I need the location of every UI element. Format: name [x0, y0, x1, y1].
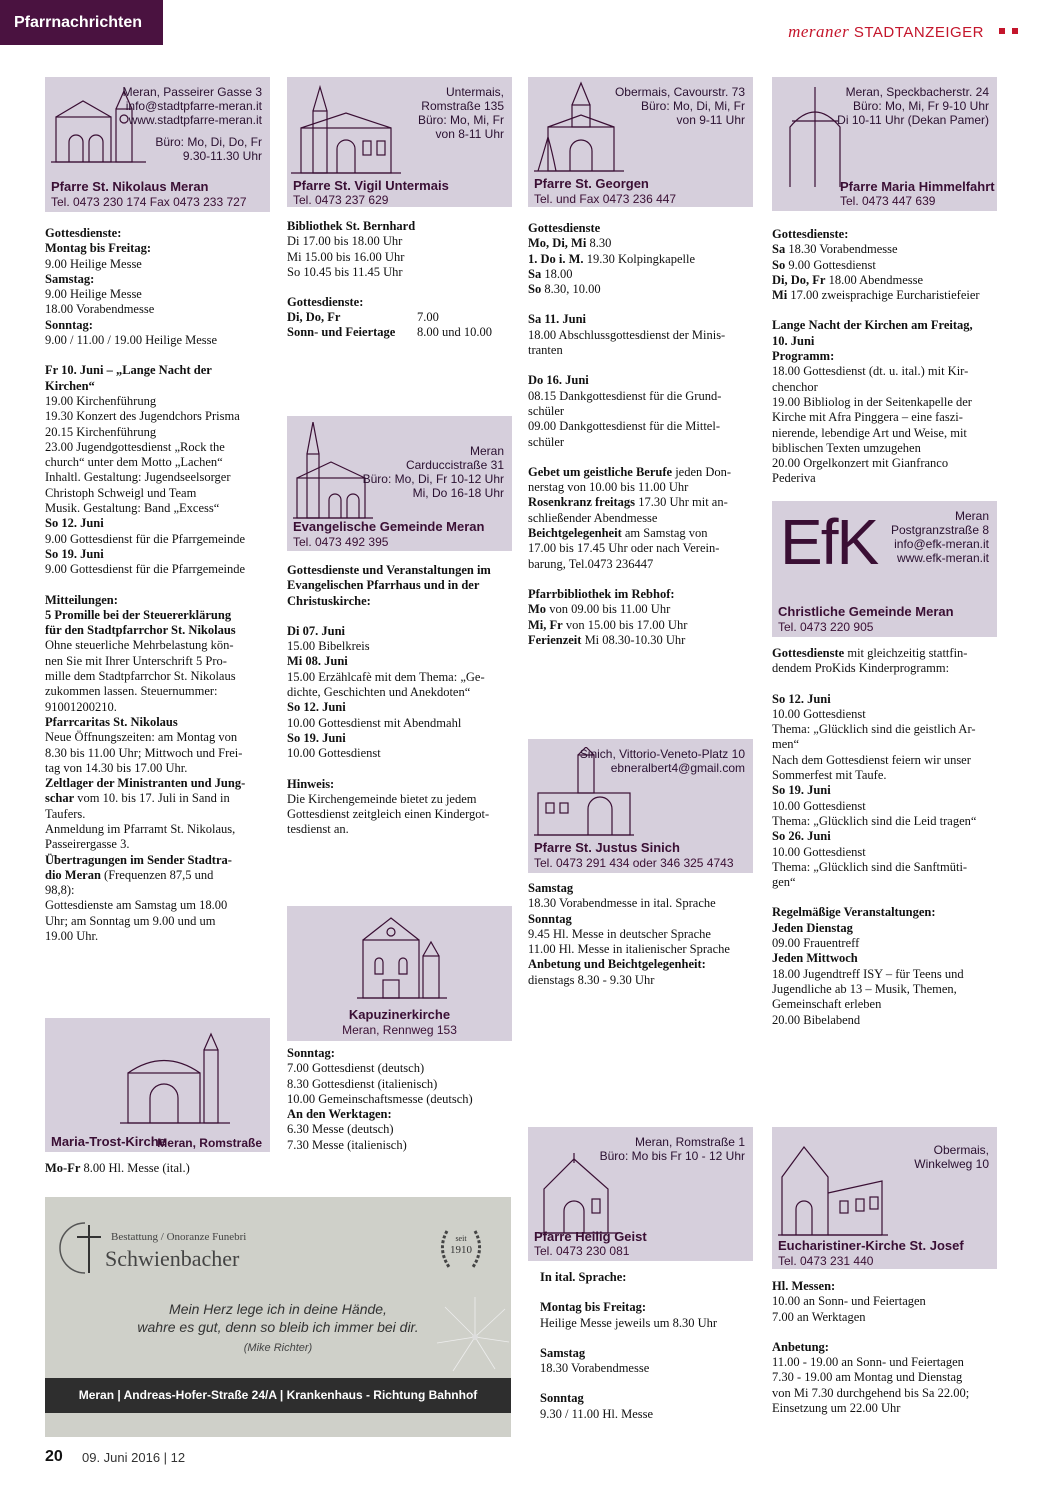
- text-line: 18.00 Jugendtreff ISY – für Teens und: [772, 966, 964, 981]
- text-line: mille dem Stadtpfarrchor St. Nikolaus: [45, 669, 236, 684]
- text-line: Jeden Dienstag: [772, 920, 853, 935]
- text-line: Hl. Messen:: [772, 1279, 836, 1293]
- dandelion-icon: [425, 1287, 511, 1377]
- text-line: Anmeldung im Pfarramt St. Nikolaus,: [45, 821, 236, 836]
- text-line: Passeirergasse 3.: [45, 837, 130, 852]
- text-line: Thema: „Glücklich sind die Sanftmüti-: [772, 859, 968, 874]
- spacer: [540, 1376, 753, 1391]
- text-line: 19.00 Kirchenführung: [45, 393, 157, 408]
- church-address: Meran, Romstraße: [157, 1136, 262, 1150]
- text-line: Uhr; am Sonntag um 9.00 und um: [45, 913, 216, 928]
- parish-tel: Tel. 0473 447 639: [840, 194, 936, 208]
- text-line: 10.00 Gemeinschaftsmesse (deutsch): [287, 1091, 473, 1106]
- ad-quote-2: wahre es gut, denn so bleib ich immer bei dir.: [137, 1319, 419, 1335]
- text-line: Kirchen“: [45, 378, 95, 393]
- text-line: So 12. Juni: [772, 691, 831, 706]
- text-line: Sommerfest mit Taufe.: [772, 768, 887, 783]
- text-line: 7.30 - 19.00 am Montag und Dienstag: [772, 1370, 963, 1385]
- text-line: 19.30 Konzert des Jugendchors Prisma: [45, 409, 240, 424]
- text-line: Mi, Fr von 15.00 bis 17.00 Uhr: [528, 617, 688, 632]
- church-name: Eucharistiner-Kirche St. Josef: [778, 1238, 964, 1253]
- church-georgen-icon: [534, 81, 624, 173]
- brand-meraner: meraner: [788, 22, 850, 41]
- spacer: [528, 297, 753, 312]
- spacer: [528, 358, 753, 373]
- text-line: So 19. Juni: [45, 546, 104, 561]
- text-line: 6.30 Messe (deutsch): [287, 1122, 394, 1137]
- text-line: 20.15 Kirchenführung: [45, 424, 157, 439]
- text-line: Sa 18.00: [528, 266, 573, 281]
- text-line: Mitteilungen:: [45, 592, 118, 607]
- brand-logo[interactable]: [788, 22, 984, 42]
- text-line: So 19. Juni: [772, 783, 831, 798]
- vigil-address: Untermais, Romstraße 135 Büro: Mo, Mi, Fr von 8-11 Uhr: [417, 85, 504, 141]
- nikolaus-text: [45, 226, 270, 944]
- text-line: Gottesdienste am Samstag um 18.00: [45, 898, 228, 913]
- church-josef-icon: [778, 1137, 888, 1237]
- text-line: So 8.30, 10.00: [528, 282, 601, 297]
- text-line: An den Werktagen:: [287, 1107, 392, 1122]
- text-line: für den Stadtpfarrchor St. Nikolaus: [45, 623, 236, 638]
- josef-box: [772, 1127, 997, 1269]
- text-line: 10.00 Gottesdienst: [287, 746, 381, 761]
- parish-tel: Tel. 0473 230 081: [534, 1244, 630, 1258]
- text-line: 9.00 Heilige Messe: [45, 287, 142, 302]
- text-line: 9.30 / 11.00 Hl. Messe: [540, 1406, 654, 1421]
- parish-name: Christliche Gemeinde Meran: [778, 604, 954, 619]
- justus-text: [528, 881, 753, 988]
- himmelfahrt-address: Meran, Speckbacherstr. 24 Büro: Mo, Mi, Fr 9-10 Uhr Di 10-11 Uhr (Dekan Pamer): [837, 85, 989, 127]
- spacer: [287, 280, 512, 295]
- text-line: 9.00 Heilige Messe: [45, 256, 142, 271]
- text-line: 10.00 Gottesdienst: [772, 844, 866, 859]
- text-line: 15.00 Erzählcafè mit dem Thema: „Ge-: [287, 669, 485, 684]
- text-line: Kirche mit Afra Pinggera – eine faszi-: [772, 410, 963, 425]
- spacer: [540, 1285, 753, 1300]
- text-line: 18.00 Vorabendmesse: [45, 302, 155, 317]
- text-line: barung, Tel.0473 236447: [528, 556, 654, 571]
- ad-author: (Mike Richter): [243, 1342, 313, 1354]
- himmelfahrt-box: [772, 77, 997, 211]
- parish-name: Pfarre St. Vigil Untermais: [293, 178, 449, 193]
- spacer: [772, 890, 997, 905]
- text-line: Hinweis:: [287, 776, 335, 791]
- page-number: 20: [45, 1448, 63, 1465]
- text-line: So 12. Juni: [45, 516, 104, 531]
- text-line: Samstag:: [45, 271, 95, 286]
- text-line: Pederiva: [772, 471, 816, 486]
- text-line: 9.45 Hl. Messe in deutscher Sprache: [528, 926, 711, 941]
- georgen-box: [528, 77, 753, 207]
- parish-name: Pfarre St. Nikolaus Meran: [51, 179, 209, 194]
- evangelisch-box: [287, 416, 512, 551]
- text-line: zukommen lassen. Steuernummer:: [45, 684, 218, 699]
- text-line: Bibliothek St. Bernhard: [287, 219, 416, 233]
- vigil-times: Di, Do, Fr 7.00 Sonn- und Feiertage 8.00 und 10.00: [287, 310, 492, 340]
- text-line: Pfarrcaritas St. Nikolaus: [45, 714, 178, 729]
- text-line: Sonntag: [540, 1391, 584, 1406]
- text-line: 1. Do i. M. 19.30 Kolpingkapelle: [528, 251, 696, 266]
- text-line: 18.00 Abschlussgottesdienst der Minis-: [528, 327, 726, 342]
- text-line: Heilige Messe jeweils um 8.30 Uhr: [540, 1315, 718, 1330]
- text-line: Jeden Mittwoch: [772, 951, 858, 966]
- text-line: Einsetzung um 22.00 Uhr: [772, 1401, 901, 1416]
- evangelisch-text: [287, 563, 512, 838]
- parish-name: Pfarre Maria Himmelfahrt: [840, 179, 995, 194]
- church-name: Maria-Trost-Kirche: [51, 1134, 166, 1149]
- text-line: 98,8):: [45, 883, 75, 898]
- text-line: 8.30 bis 11.00 Uhr; Mittwoch und Frei-: [45, 745, 243, 760]
- text-line: dio Meran (Frequenzen 87,5 und: [45, 867, 214, 882]
- vigil-text: [287, 219, 512, 310]
- geist-box: [528, 1127, 753, 1261]
- kapuziner-text: [287, 1046, 512, 1153]
- text-line: tag von 14.30 bis 17.00 Uhr.: [45, 760, 188, 775]
- text-line: Sonntag: [528, 911, 572, 926]
- text-line: Mi 08. Juni: [287, 654, 348, 669]
- text-line: Gemeinschaft erleben: [772, 997, 882, 1012]
- cross-icon: [59, 1219, 109, 1277]
- text-line: 5 Promille bei der Steuererklärung: [45, 607, 232, 622]
- text-line: Ohne steuerliche Mehrbelastung kön-: [45, 638, 234, 653]
- text-line: Di 17.00 bis 18.00 Uhr: [287, 234, 403, 249]
- text-line: Thema: „Glücklich sind die Leid tragen“: [772, 813, 977, 828]
- parish-name: Pfarre St. Justus Sinich: [534, 840, 680, 855]
- text-line: Gottesdienste: [528, 221, 601, 235]
- geist-text: [540, 1270, 753, 1422]
- text-line: Mo-Fr 8.00 Hl. Messe (ital.): [45, 1161, 190, 1175]
- church-tel: Tel. 0473 231 440: [778, 1254, 874, 1268]
- mariatrost-box: [45, 1018, 270, 1152]
- efk-text: [772, 646, 997, 1028]
- text-line: Gottesdienste:: [772, 227, 849, 241]
- text-line: 91001200210.: [45, 699, 117, 714]
- text-line: 8.30 Gottesdienst (italienisch): [287, 1076, 438, 1091]
- text-line: So 12. Juni: [287, 700, 346, 715]
- spacer: [772, 303, 997, 318]
- parish-name: Pfarre St. Georgen: [534, 176, 649, 191]
- spacer: [528, 450, 753, 465]
- parish-tel: Tel. 0473 291 434 oder 346 325 4743: [534, 856, 734, 870]
- text-line: Fr 10. Juni – „Lange Nacht der: [45, 363, 212, 378]
- text-line: Christoph Schweigl und Team: [45, 485, 197, 500]
- vigil-box: [287, 77, 512, 207]
- church-kapuziner-icon: [357, 912, 447, 1002]
- text-line: dienstags 8.30 - 9.30 Uhr: [528, 972, 655, 987]
- text-line: 7.00 an Werktagen: [772, 1309, 866, 1324]
- text-line: Zeltlager der Ministranten und Jung-: [45, 776, 246, 791]
- text-line: Mo, Di, Mi 8.30: [528, 236, 612, 251]
- text-line: 18.30 Vorabendmesse in ital. Sprache: [528, 896, 716, 911]
- church-address: Meran, Rennweg 153: [342, 1023, 457, 1037]
- text-line: 23.00 Jugendgottesdienst „Rock the: [45, 439, 225, 454]
- spacer: [528, 572, 753, 587]
- text-line: biblischen Texten umzugehen: [772, 440, 921, 455]
- text-line: nen Sie mit Ihrer Unterschrift 5 Pro-: [45, 653, 227, 668]
- text-line: nierende, lebendige Art und Weise, mit: [772, 425, 967, 440]
- church-name: Kapuzinerkirche: [348, 1007, 451, 1022]
- text-line: Do 16. Juni: [528, 373, 589, 388]
- text-line: Christuskirche:: [287, 593, 371, 608]
- parish-tel: Tel. 0473 230 174 Fax 0473 233 727: [51, 195, 247, 209]
- text-line: Programm:: [772, 349, 835, 364]
- text-line: church“ unter dem Motto „Lachen“: [45, 455, 223, 470]
- text-line: 9.00 Gottesdienst für die Pfarrgemeinde: [45, 531, 246, 546]
- text-line: Gebet um geistliche Berufe jeden Don-: [528, 464, 732, 479]
- text-line: Gottesdienst zeitgleich einen Kindergot-: [287, 807, 490, 822]
- text-line: 17.00 bis 17.45 Uhr oder nach Verein-: [528, 541, 720, 556]
- text-line: 10.00 an Sonn- und Feiertagen: [772, 1294, 926, 1309]
- spacer: [772, 1325, 997, 1340]
- text-line: Musik. Gestaltung: Band „Excess“: [45, 501, 220, 516]
- text-line: Beichtgelegenheit am Samstag von: [528, 526, 708, 541]
- text-line: von Mi 7.30 durchgehend bis Sa 22.00;: [772, 1385, 970, 1400]
- church-geist-icon: [538, 1153, 618, 1235]
- text-line: chenchor: [772, 379, 818, 394]
- section-tab: Pfarrnachrichten: [0, 0, 163, 45]
- ad-subtitle: Bestattung / Onoranze Funebri: [111, 1231, 247, 1243]
- ad-seit: seit: [455, 1234, 467, 1243]
- spacer: [772, 677, 997, 692]
- geist-address: Meran, Romstraße 1 Büro: Mo bis Fr 10 - 12 Uhr: [599, 1135, 745, 1163]
- text-line: Rosenkranz freitags 17.30 Uhr mit an-: [528, 495, 728, 510]
- text-line: So 10.45 bis 11.45 Uhr: [287, 264, 403, 279]
- parish-tel: Tel. und Fax 0473 236 447: [534, 192, 677, 206]
- text-line: Sonntag:: [45, 317, 93, 332]
- text-line: dichte, Geschichten und Anekdoten“: [287, 685, 471, 700]
- text-line: Taufers.: [45, 806, 86, 821]
- text-line: Di 07. Juni: [287, 623, 346, 638]
- text-line: 08.15 Dankgottesdienst für die Grund-: [528, 388, 722, 403]
- text-line: Neue Öffnungszeiten: am Montag von: [45, 730, 238, 745]
- text-line: 19.00 Bibliolog in der Seitenkapelle der: [772, 394, 972, 409]
- ad-brand: Schwienbacher: [105, 1246, 240, 1271]
- text-line: Sonntag:: [287, 1046, 335, 1060]
- text-line: dendem ProKids Kinderprogramm:: [772, 661, 950, 676]
- brand-square: [999, 28, 1005, 34]
- text-line: gen“: [772, 875, 796, 890]
- text-line: Gottesdienste und Veranstaltungen im: [287, 563, 491, 577]
- text-line: Gottesdienste mit gleichzeitig stattfin-: [772, 646, 968, 660]
- parish-tel: Tel. 0473 492 395: [293, 535, 389, 549]
- text-line: 15.00 Bibelkreis: [287, 639, 370, 654]
- text-line: Sa 11. Juni: [528, 312, 587, 327]
- josef-address: Obermais, Winkelweg 10: [914, 1143, 989, 1171]
- text-line: Mi 17.00 zweisprachige Eurcharistiefeier: [772, 288, 980, 303]
- text-line: 10. Juni: [772, 333, 815, 348]
- text-line: Anbetung und Beichtgelegenheit:: [528, 957, 706, 972]
- text-line: 7.00 Gottesdienst (deutsch): [287, 1061, 425, 1076]
- ad-address-bar: Meran | Andreas-Hofer-Straße 24/A | Krankenhaus - Richtung Bahnhof: [45, 1378, 511, 1413]
- georgen-text: [528, 221, 753, 648]
- text-line: Evangelischen Pfarrhaus und in der: [287, 578, 480, 593]
- parish-tel: Tel. 0473 220 905: [778, 620, 874, 634]
- text-line: Jugendliche ab 13 – Musik, Themen,: [772, 981, 957, 996]
- text-line: Gottesdienste:: [287, 295, 364, 310]
- georgen-address: Obermais, Cavourstr. 73 Büro: Mo, Di, Mi, Fr von 9-11 Uhr: [614, 85, 745, 127]
- nikolaus-box: [45, 77, 270, 212]
- text-line: 11.00 - 19.00 an Sonn- und Feiertagen: [772, 1355, 964, 1370]
- text-line: So 26. Juni: [772, 829, 831, 844]
- text-line: Gottesdienste:: [45, 226, 122, 240]
- text-line: So 19. Juni: [287, 730, 346, 745]
- spacer: [540, 1331, 753, 1346]
- efk-logo: EfK: [780, 506, 878, 578]
- efk-box: [772, 501, 997, 637]
- text-line: 10.00 Gottesdienst: [772, 798, 866, 813]
- text-line: Di, Do, Fr 18.00 Abendmesse: [772, 272, 924, 287]
- text-line: Regelmäßige Veranstaltungen:: [772, 905, 936, 920]
- text-line: 20.00 Bibelabend: [772, 1012, 861, 1027]
- church-evangelisch-icon: [293, 422, 373, 520]
- text-line: 7.30 Messe (italienisch): [287, 1137, 407, 1152]
- justus-address: Sinich, Vittorio-Veneto-Platz 10 ebneralbert4@gmail.com: [579, 747, 745, 775]
- text-line: 18.30 Vorabendmesse: [540, 1361, 650, 1376]
- text-line: 09.00 Dankgottesdienst für die Mittel-: [528, 419, 720, 434]
- text-line: 20.00 Orgelkonzert mit Gianfranco: [772, 456, 949, 471]
- brand-square: [1012, 28, 1018, 34]
- text-line: schüler: [528, 434, 565, 449]
- justus-box: [528, 739, 753, 873]
- spacer: [45, 348, 270, 363]
- text-line: Mo von 09.00 bis 11.00 Uhr: [528, 602, 671, 617]
- text-line: Pfarrbibliothek im Rebhof:: [528, 586, 675, 601]
- text-line: Thema: „Glücklich sind die geistlich Ar-: [772, 722, 976, 737]
- text-line: Nach dem Gottesdienst feiern wir unser: [772, 752, 971, 767]
- ad-quote-1: Mein Herz lege ich in deine Hände,: [169, 1301, 387, 1317]
- text-line: Übertragungen im Sender Stadtra-: [45, 852, 232, 867]
- text-line: Inhaltl. Gestaltung: Jugendseelsorger: [45, 470, 231, 485]
- evangelisch-address: Meran Carduccistraße 31 Büro: Mo, Di, Fr 10-12 Uhr Mi, Do 16-18 Uhr: [362, 444, 504, 500]
- text-line: 10.00 Gottesdienst mit Abendmahl: [287, 715, 462, 730]
- text-line: Lange Nacht der Kirchen am Freitag,: [772, 318, 973, 333]
- josef-text: [772, 1279, 997, 1416]
- text-line: Sa 18.30 Vorabendmesse: [772, 242, 898, 257]
- text-line: tesdienst an.: [287, 822, 349, 837]
- text-line: Samstag: [528, 881, 574, 895]
- text-line: Ferienzeit Mi 08.30-10.30 Uhr: [528, 632, 686, 647]
- text-line: 9.00 Gottesdienst für die Pfarrgemeinde: [45, 562, 246, 577]
- text-line: schüler: [528, 403, 565, 418]
- ad-year: 1910: [450, 1244, 472, 1256]
- text-line: tranten: [528, 343, 563, 358]
- text-line: Die Kirchengemeinde bietet zu jedem: [287, 791, 477, 806]
- text-line: In ital. Sprache:: [540, 1270, 627, 1284]
- text-line: So 9.00 Gottesdienst: [772, 257, 876, 272]
- efk-address: Meran Postgranzstraße 8 info@efk-meran.it www.efk-meran.it: [890, 509, 989, 565]
- spacer: [287, 762, 512, 777]
- text-line: 19.00 Uhr.: [45, 929, 99, 944]
- nikolaus-address: Meran, Passeirer Gasse 3 info@stadtpfarre-meran.it www.stadtpfarre-meran.it Büro: Mo, Di, Do, Fr 9.30-11.30 Uhr: [122, 85, 262, 163]
- parish-tel: Tel. 0473 237 629: [293, 193, 389, 207]
- himmelfahrt-text: [772, 227, 997, 487]
- issue-date: 09. Juni 2016 | 12: [82, 1450, 186, 1465]
- text-line: 18.00 Gottesdienst (dt. u. ital.) mit Kir-: [772, 364, 969, 379]
- text-line: 10.00 Gottesdienst: [772, 706, 866, 721]
- mariatrost-text: [45, 1161, 270, 1176]
- text-line: Anbetung:: [772, 1339, 829, 1354]
- text-line: 9.00 / 11.00 / 19.00 Heilige Messe: [45, 333, 218, 348]
- spacer: [45, 578, 270, 593]
- text-line: Mi 15.00 bis 16.00 Uhr: [287, 249, 405, 264]
- kapuziner-box: [287, 906, 512, 1041]
- parish-name: Pfarre Heilig Geist: [534, 1229, 647, 1244]
- text-line: 09.00 Frauentreff: [772, 936, 860, 951]
- text-line: nerstag von 10.00 bis 11.00 Uhr: [528, 480, 689, 495]
- text-line: 11.00 Hl. Messe in italienischer Sprache: [528, 942, 730, 957]
- text-line: Montag bis Freitag:: [45, 241, 152, 256]
- brand-stadtanzeiger: STADTANZEIGER: [853, 24, 984, 41]
- text-line: Samstag: [540, 1345, 586, 1360]
- text-line: men“: [772, 737, 800, 752]
- text-line: Montag bis Freitag:: [540, 1300, 647, 1315]
- text-line: schar vom 10. bis 17. Juli in Sand in: [45, 791, 230, 806]
- parish-name: Evangelische Gemeinde Meran: [293, 519, 485, 534]
- church-mariatrost-icon: [120, 1028, 230, 1128]
- text-line: schließender Abendmesse: [528, 510, 658, 525]
- church-vigil-icon: [291, 83, 401, 175]
- spacer: [287, 609, 512, 624]
